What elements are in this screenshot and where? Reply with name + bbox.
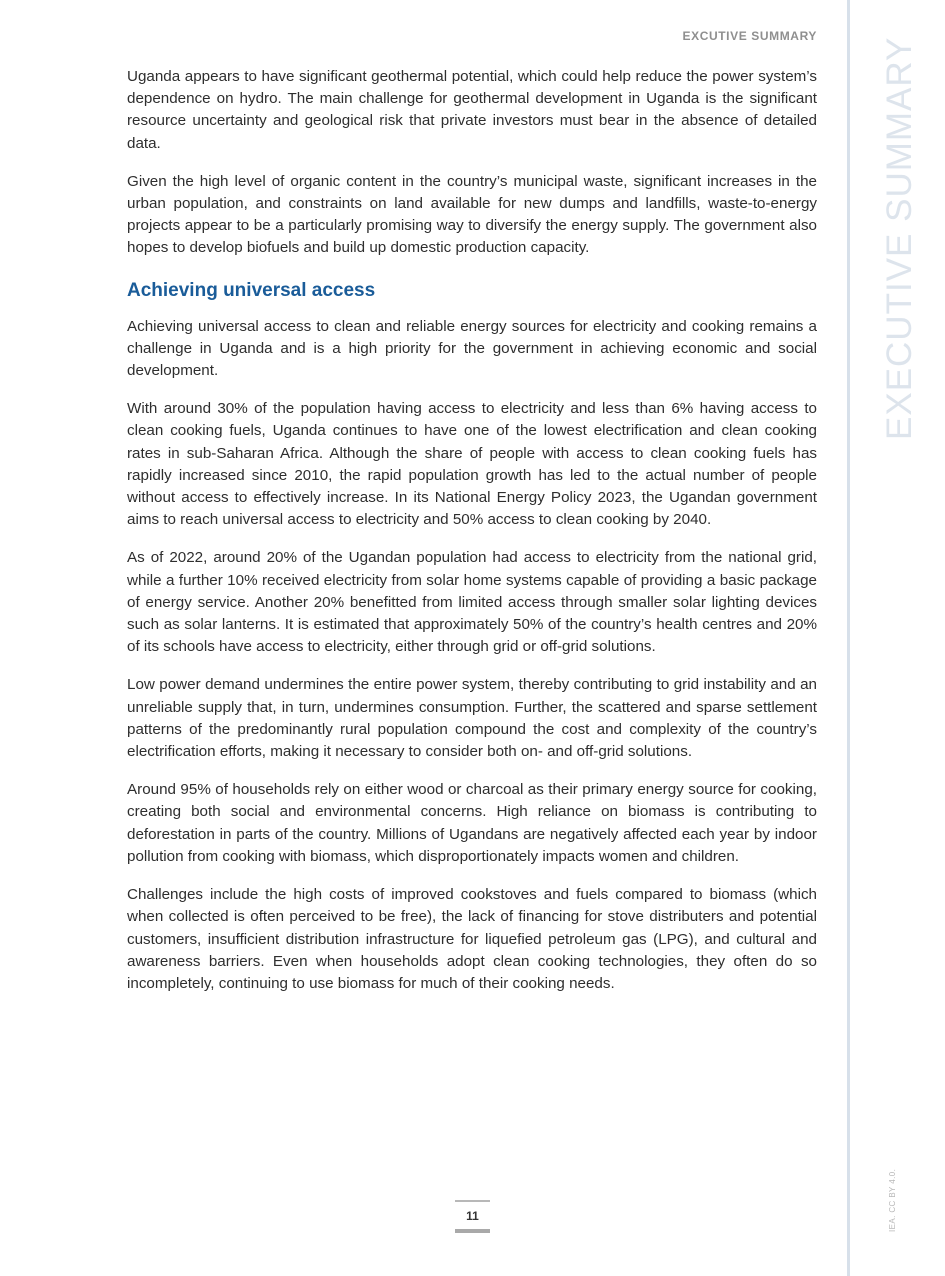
page-number-footer	[455, 1200, 490, 1233]
section-heading: Achieving universal access	[127, 279, 376, 301]
paragraph-clean-cooking-challenges: Challenges include the high costs of improved cookstoves and fuels compared to biomass (which when collected is often perceived to be free), the lack of financing for stove distributers and potential customers, insufficient distribution infrastructure for liquefied petroleum gas (LPG), and cultural and awareness barriers. Even when households adopt clean cooking technologies, they often do so incompletely, continuing to use biomass for much of their cooking needs.	[127, 886, 817, 992]
license-credit: IEA. CC BY 4.0.	[888, 1168, 897, 1232]
paragraph-waste-to-energy: Given the high level of organic content in the country’s municipal waste, significant increases in the urban population, and constraints on land available for new dumps and landfills, waste-to-energy projects appear to be a particularly promising way to diversify the energy supply. The government also hopes to develop biofuels and build up domestic production capacity.	[127, 172, 817, 257]
page-number: 11	[466, 1209, 479, 1223]
paragraph-access-priority: Achieving universal access to clean and reliable energy sources for electricity and cooking remains a challenge in Uganda and is a high priority for the government in achieving economic and social development.	[127, 317, 817, 380]
paragraph-power-demand: Low power demand undermines the entire power system, thereby contributing to grid instability and an unreliable supply that, in turn, undermines consumption. Further, the scattered and sparse settlement patterns of the predominantly rural population compound the cost and complexity of the country’s electrification efforts, making it necessary to consider both on- and off-grid solutions.	[127, 676, 817, 761]
paragraph-biomass-cooking: Around 95% of households rely on either wood or charcoal as their primary energy source for cooking, creating both social and environmental concerns. High reliance on biomass is contributing to deforestation in parts of the country. Millions of Ugandans are negatively affected each year by indoor pollution from cooking with biomass, which disproportionately impacts women and children.	[127, 781, 817, 865]
paragraph-electrification-rates: With around 30% of the population having access to electricity and less than 6% having access to clean cooking fuels, Uganda continues to have one of the lowest electrification and clean cooking rates in sub-Saharan Africa. Although the share of people with access to clean cooking fuels has rapidly increased since 2010, the rapid population growth has led to the actual number of people without access to effectively increase. In its National Energy Policy 2023, the Ugandan government aims to reach universal access to electricity and 50% access to clean cooking by 2040.	[127, 400, 817, 529]
sidebar-section-title: EXECUTIVE SUMMARY	[880, 36, 919, 440]
main-content	[127, 66, 817, 1011]
running-header: EXCUTIVE SUMMARY	[682, 29, 817, 43]
paragraph-grid-access-2022: As of 2022, around 20% of the Ugandan population had access to electricity from the national grid, while a further 10% received electricity from solar home systems capable of providing a basic package of energy service. Another 20% benefitted from limited access through smaller solar lighting devices such as solar lanterns. It is estimated that approximately 50% of the country’s health centres and 20% of its schools have access to electricity, either through grid or off-grid solutions.	[127, 549, 817, 656]
paragraph-geothermal: Uganda appears to have significant geothermal potential, which could help reduce the power system’s dependence on hydro. The main challenge for geothermal development in Uganda is the significant resource uncertainty and geological risk that private investors must bear in the absence of detailed data.	[127, 68, 817, 152]
sidebar-divider	[847, 0, 850, 1276]
